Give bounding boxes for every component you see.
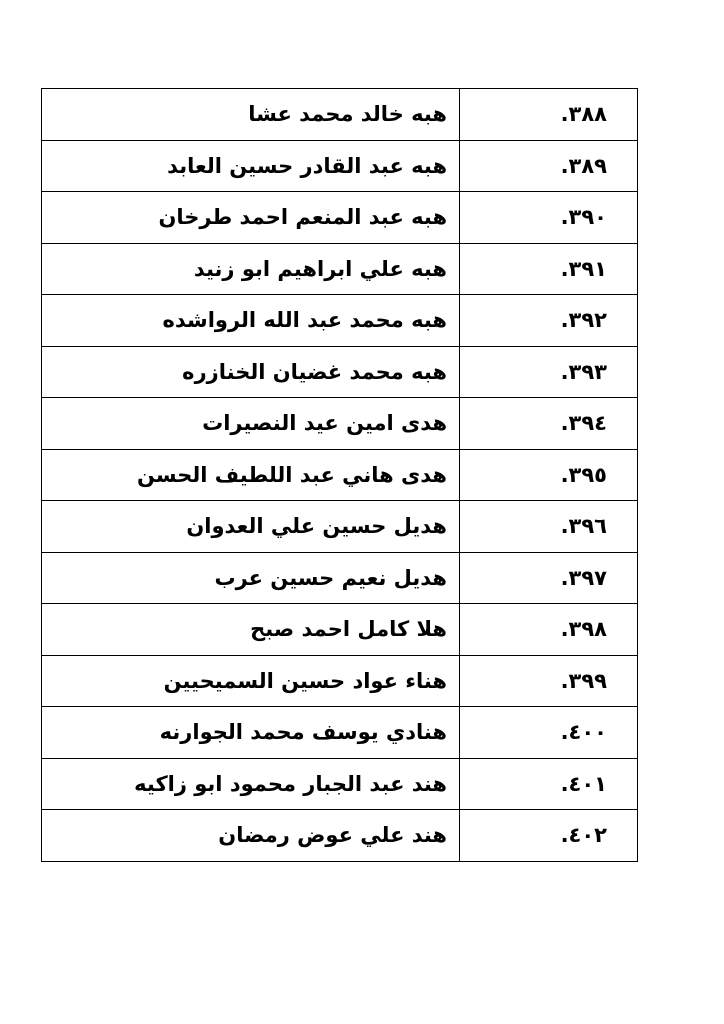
- row-number: .٣٨٨: [560, 102, 607, 127]
- table-row: [42, 655, 638, 707]
- table-row: [42, 449, 638, 501]
- name-cell: هنادي يوسف محمد الجوارنه: [42, 707, 460, 759]
- table-row: [42, 89, 638, 141]
- name-cell: هبه محمد عبد الله الرواشده: [42, 295, 460, 347]
- name-cell: هند عبد الجبار محمود ابو زاكيه: [42, 758, 460, 810]
- table-row: [42, 243, 638, 295]
- names-table: [41, 88, 638, 862]
- name-cell: هبه عبد المنعم احمد طرخان: [42, 192, 460, 244]
- table-row: [42, 810, 638, 862]
- table-row: [42, 192, 638, 244]
- table-row: [42, 707, 638, 759]
- name-cell: هند علي عوض رمضان: [42, 810, 460, 862]
- name-cell: هديل حسين علي العدوان: [42, 501, 460, 553]
- name-cell: هدى هاني عبد اللطيف الحسن: [42, 449, 460, 501]
- row-number: .٣٩٧: [560, 565, 607, 590]
- name-cell: هبه علي ابراهيم ابو زنيد: [42, 243, 460, 295]
- name-cell: هبه محمد غضيان الخنازره: [42, 346, 460, 398]
- row-number: .٣٩٩: [560, 668, 607, 693]
- number-cell: [460, 140, 638, 192]
- number-cell: [460, 552, 638, 604]
- row-number: .٣٩٢: [560, 308, 607, 333]
- table-row: [42, 295, 638, 347]
- name-cell: هدى امين عيد النصيرات: [42, 398, 460, 450]
- number-cell: [460, 604, 638, 656]
- name-cell: هناء عواد حسين السميحيين: [42, 655, 460, 707]
- table-row: [42, 346, 638, 398]
- row-number: .٣٩٤: [560, 411, 607, 436]
- row-number: .٣٨٩: [560, 153, 607, 178]
- name-cell: هبه خالد محمد عشا: [42, 89, 460, 141]
- row-number: .٣٩٨: [560, 617, 607, 642]
- row-number: .٤٠٠: [560, 720, 607, 745]
- table-row: [42, 398, 638, 450]
- number-cell: [460, 810, 638, 862]
- number-cell: [460, 346, 638, 398]
- number-cell: [460, 192, 638, 244]
- number-cell: [460, 501, 638, 553]
- number-cell: [460, 758, 638, 810]
- number-cell: [460, 449, 638, 501]
- name-cell: هديل نعيم حسين عرب: [42, 552, 460, 604]
- row-number: .٤٠٢: [560, 823, 607, 848]
- table-row: [42, 758, 638, 810]
- table-row: [42, 604, 638, 656]
- name-cell: هلا كامل احمد صبح: [42, 604, 460, 656]
- table-row: [42, 140, 638, 192]
- table-row: [42, 501, 638, 553]
- table-row: [42, 552, 638, 604]
- number-cell: [460, 398, 638, 450]
- row-number: .٣٩٦: [560, 514, 607, 539]
- row-number: .٣٩٠: [560, 205, 607, 230]
- name-cell: هبه عبد القادر حسين العابد: [42, 140, 460, 192]
- number-cell: [460, 707, 638, 759]
- number-cell: [460, 655, 638, 707]
- number-cell: [460, 89, 638, 141]
- row-number: .٣٩٥: [560, 462, 607, 487]
- number-cell: [460, 295, 638, 347]
- row-number: .٣٩١: [560, 256, 607, 281]
- number-cell: [460, 243, 638, 295]
- row-number: .٤٠١: [560, 771, 607, 796]
- row-number: .٣٩٣: [560, 359, 607, 384]
